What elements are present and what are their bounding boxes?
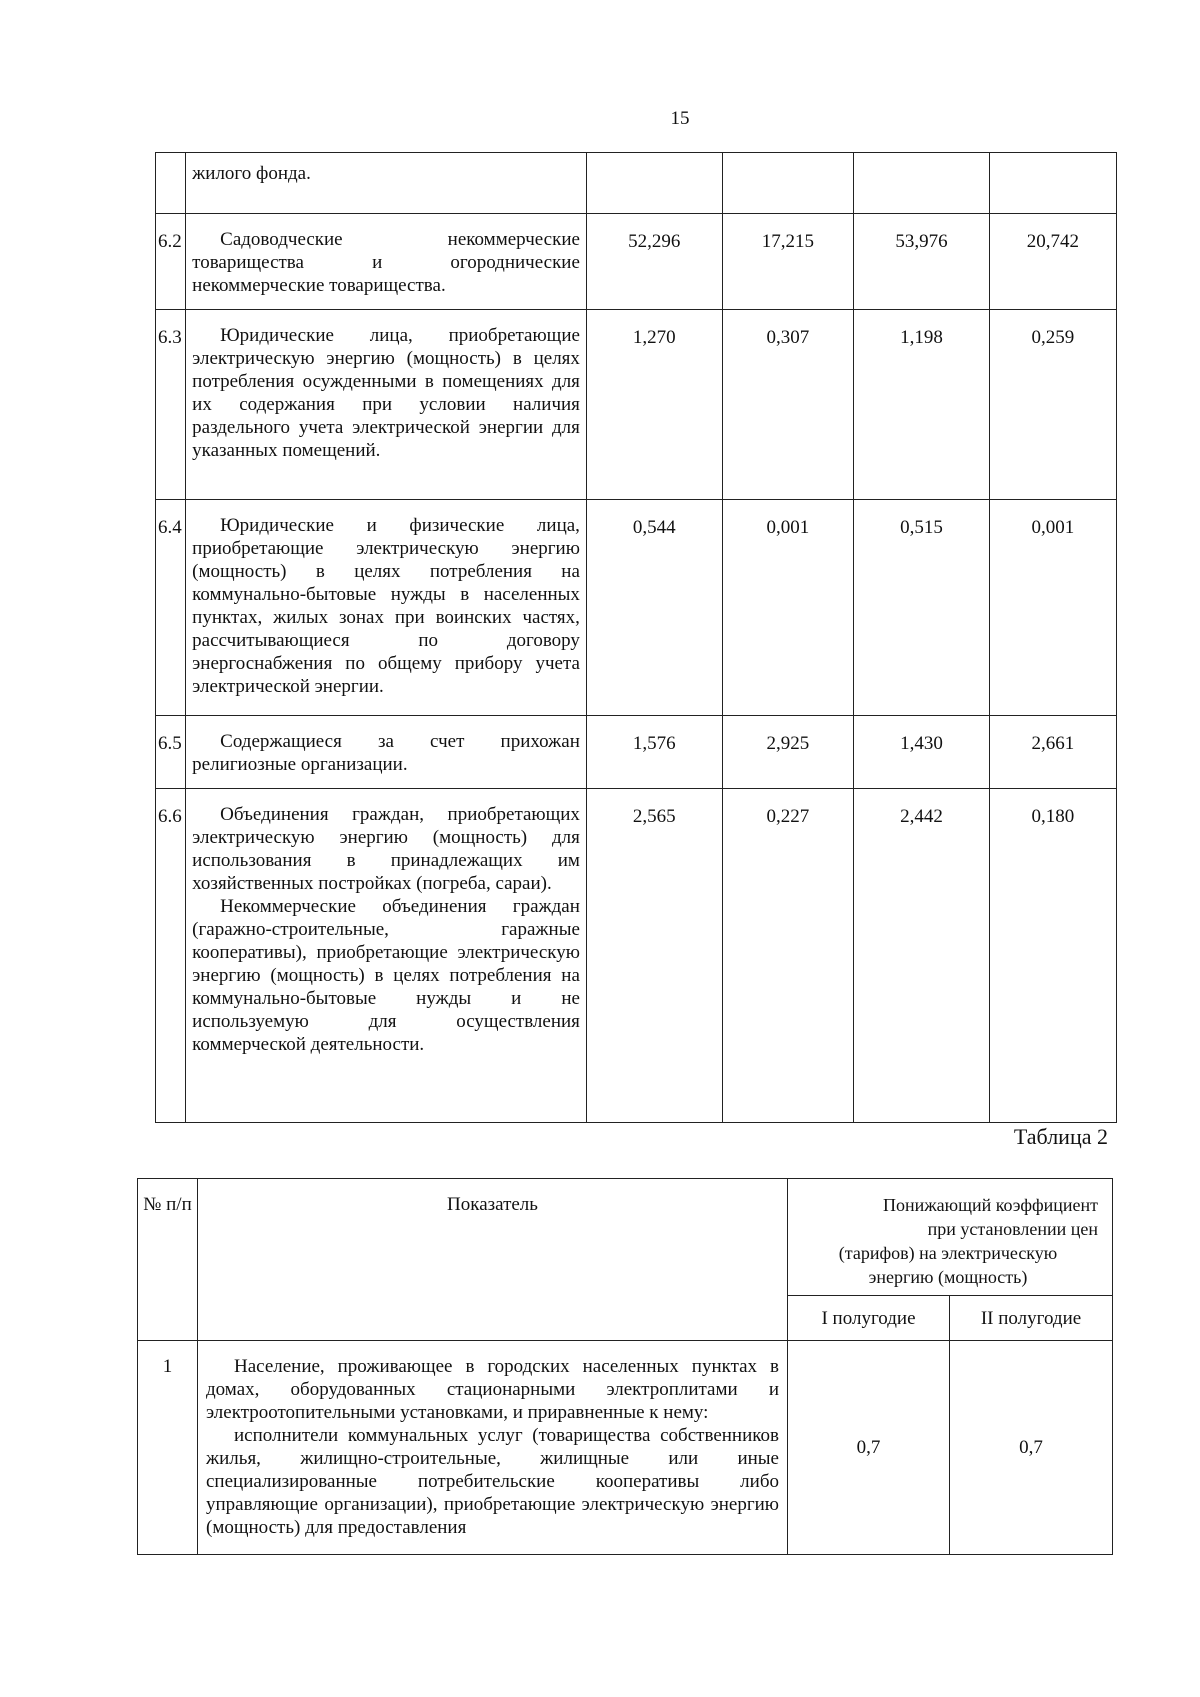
row-value: 20,742 [989, 214, 1116, 310]
row-value: 0,259 [989, 310, 1116, 500]
row-value: 0,515 [854, 500, 990, 716]
row-value: 2,925 [722, 716, 853, 789]
table-row [138, 1341, 1113, 1555]
column-header-second-half: II полугодие [950, 1296, 1113, 1341]
row-description: Юридические лица, приобретающие электрическую энергию (мощность) в целях потребления осужденными в помещениях для их содержания при условии наличия раздельного учета электрической энергии для указанных помещений. [186, 310, 587, 500]
row-value: 0,227 [722, 789, 853, 1123]
row-number: 6.3 [156, 310, 186, 500]
table-row [156, 310, 1117, 500]
row-number: 6.5 [156, 716, 186, 789]
row-value: 2,442 [854, 789, 990, 1123]
row-description: Содержащиеся за счет прихожан религиозные организации. [186, 716, 587, 789]
row-value: 1,198 [854, 310, 990, 500]
row-value: 52,296 [586, 214, 722, 310]
table-row [156, 500, 1117, 716]
row-description: Юридические и физические лица, приобретающие электрическую энергию (мощность) в целях потребления на коммунально-бытовые нужды в населенных пунктах, жилых зонах при воинских частях, рассчитывающиеся по договору энергоснабжения по общему прибору учета электрической энергии. [186, 500, 587, 716]
row-value: 1,270 [586, 310, 722, 500]
row-number [156, 153, 186, 214]
page-number: 15 [670, 108, 690, 129]
row-description: Объединения граждан, приобретающих электрическую энергию (мощность) для использования в принадлежащих им хозяйственных постройках (погреба, сараи). Некоммерческие объединения граждан (гаражно-строительные, гаражные кооперативы), приобретающие электрическую энергию (мощность) в целях потребления на коммунально-бытовые нужды и не используемую для осуществления коммерческой деятельности. [186, 789, 587, 1123]
row-value: 2,565 [586, 789, 722, 1123]
column-header-coefficient: Понижающий коэффициент при установлении цен (тарифов) на электрическую энергию (мощность) [788, 1179, 1113, 1296]
row-description: жилого фонда. [186, 153, 587, 214]
column-header-first-half: I полугодие [788, 1296, 950, 1341]
row-description: Садоводческие некоммерческие товарищества и огороднические некоммерческие товарищества. [186, 214, 587, 310]
row-number: 1 [138, 1341, 198, 1555]
row-value [722, 153, 853, 214]
row-value: 53,976 [854, 214, 990, 310]
table2-title: Таблица 2 [1013, 1124, 1108, 1149]
table-row [156, 214, 1117, 310]
row-value: 17,215 [722, 214, 853, 310]
row-value [989, 153, 1116, 214]
row-number: 6.4 [156, 500, 186, 716]
row-value: 2,661 [989, 716, 1116, 789]
row-value: 0,001 [989, 500, 1116, 716]
row-value: 0,001 [722, 500, 853, 716]
tariff-table-continued [155, 152, 1117, 1123]
table-row [156, 153, 1117, 214]
row-value [854, 153, 990, 214]
row-value: 1,576 [586, 716, 722, 789]
row-value: 0,544 [586, 500, 722, 716]
row-number: 6.2 [156, 214, 186, 310]
column-header-indicator: Показатель [198, 1179, 788, 1341]
table-row [156, 789, 1117, 1123]
row-value [586, 153, 722, 214]
row-value: 0,307 [722, 310, 853, 500]
table-row [156, 716, 1117, 789]
row-value: 0,180 [989, 789, 1116, 1123]
row-value-first-half: 0,7 [788, 1341, 950, 1555]
row-number: 6.6 [156, 789, 186, 1123]
column-header-number: № п/п [138, 1179, 198, 1341]
row-value-second-half: 0,7 [950, 1341, 1113, 1555]
coefficient-table [137, 1178, 1113, 1555]
row-description: Население, проживающее в городских населенных пунктах в домах, оборудованных стационарными электроплитами и электроотопительными установками, и приравненные к нему: исполнители коммунальных услуг (товарищества собственников жилья, жилищно-строительные, жилищные или иные специализированные потребительские кооперативы либо управляющие организации), приобретающие электрическую энергию (мощность) для предоставления [198, 1341, 788, 1555]
row-value: 1,430 [854, 716, 990, 789]
